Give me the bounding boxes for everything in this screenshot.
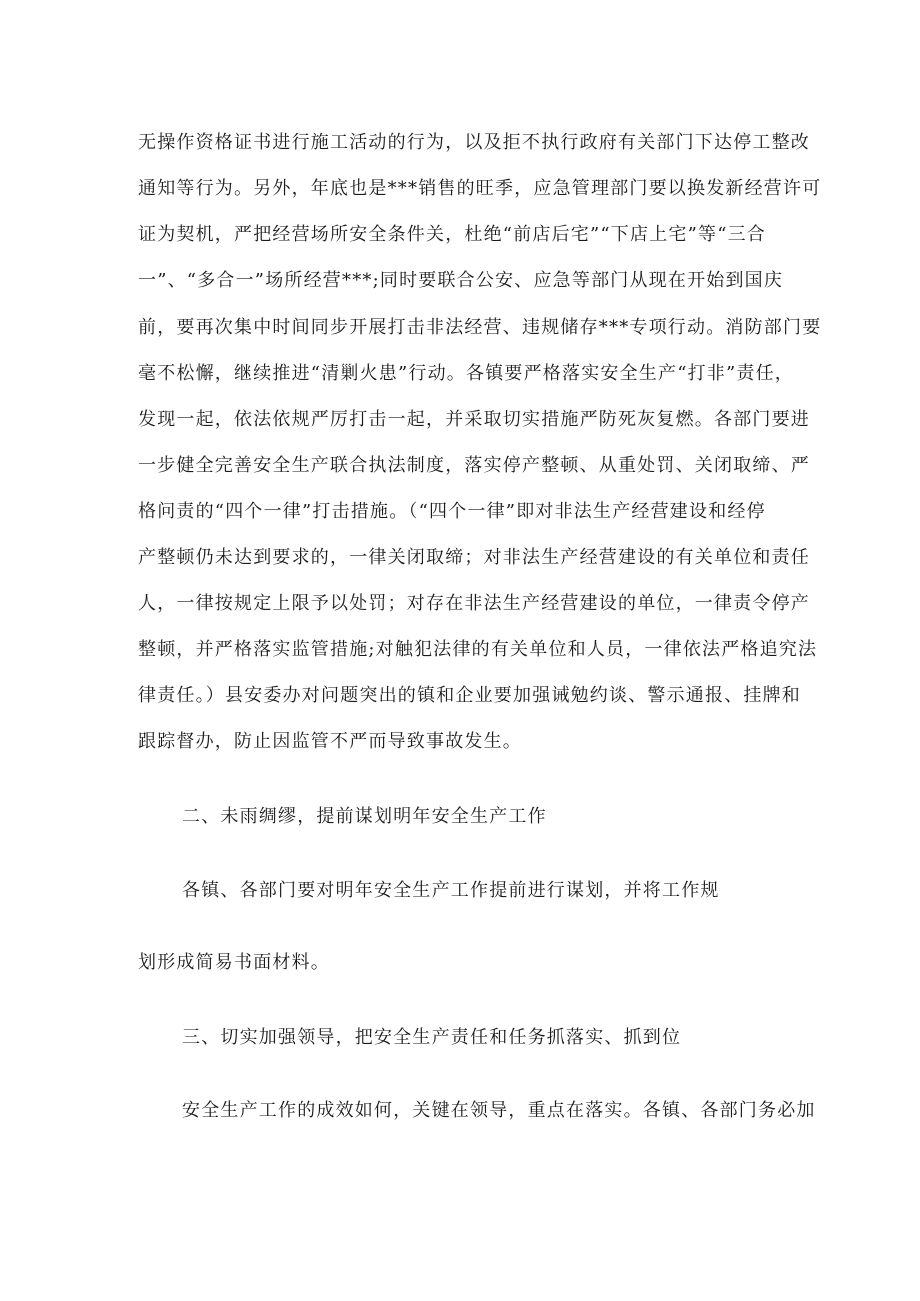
- paragraph-line: 一”、“多合一”场所经营***;同时要联合公安、应急等部门从现在开始到国庆: [138, 270, 784, 291]
- paragraph-line: 证为契机，严把经营场所安全条件关，杜绝“前店后宅”“下店上宅”等“三合: [138, 224, 767, 245]
- section-heading-2: 二、未雨绸缪，提前谋划明年安全生产工作: [182, 806, 547, 827]
- section-2-line: 各镇、各部门要对明年安全生产工作提前进行谋划，并将工作规: [182, 880, 720, 901]
- paragraph-line: 无操作资格证书进行施工活动的行为，以及拒不执行政府有关部门下达停工整改: [138, 132, 810, 153]
- paragraph-line: 毫不松懈，继续推进“清剿火患”行动。各镇要严格落实安全生产“打非”责任，: [138, 363, 795, 384]
- section-heading-3: 三、切实加强领导，把安全生产责任和任务抓落实、抓到位: [182, 1027, 682, 1048]
- paragraph-line: 律责任。）县安委办对问题突出的镇和企业要加强诫勉约谈、警示通报、挂牌和: [138, 685, 801, 706]
- section-2-line: 划形成简易书面材料。: [138, 952, 330, 973]
- paragraph-line: 格问责的“四个一律”打击措施。（“四个一律”即对非法生产经营建设和经停: [138, 501, 766, 522]
- section-3-line: 安全生产工作的成效如何，关键在领导，重点在落实。各镇、各部门务必加: [182, 1100, 816, 1121]
- paragraph-line: 产整顿仍未达到要求的，一律关闭取缔；对非法生产经营建设的有关单位和责任: [138, 547, 810, 568]
- paragraph-line: 人，一律按规定上限予以处罚；对存在非法生产经营建设的单位，一律责令停产: [138, 593, 810, 614]
- paragraph-line: 一步健全完善安全生产联合执法制度，落实停产整顿、从重处罚、关闭取缔、严: [138, 455, 810, 476]
- paragraph-line: 通知等行为。另外，年底也是***销售的旺季，应急管理部门要以换发新经营许可: [138, 178, 822, 199]
- paragraph-line: 前，要再次集中时间同步开展打击非法经营、违规储存***专项行动。消防部门要: [138, 317, 822, 338]
- paragraph-line: 发现一起，依法依规严厉打击一起，并采取切实措施严防死灰复燃。各部门要进: [138, 409, 810, 430]
- paragraph-line: 整顿，并严格落实监管措施;对触犯法律的有关单位和人员，一律依法严格追究法: [138, 639, 818, 660]
- paragraph-line: 跟踪督办，防止因监管不严而导致事故发生。: [138, 731, 522, 752]
